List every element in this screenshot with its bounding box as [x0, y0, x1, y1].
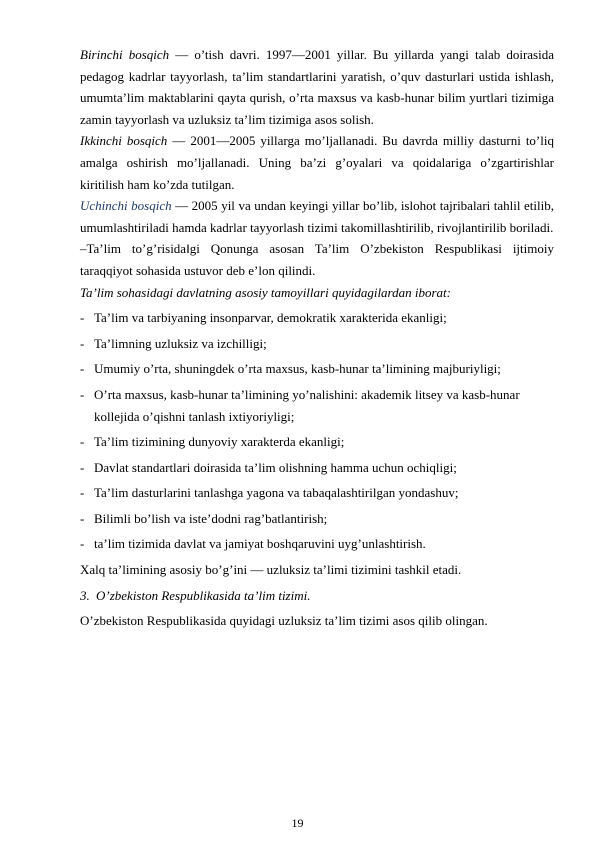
first-stage-label: Birinchi bosqich — [80, 47, 170, 62]
list-dash: - — [80, 536, 85, 552]
document-page — [80, 44, 554, 632]
second-stage-label: Ikkinchi bosqich — [80, 133, 168, 149]
section-heading — [80, 585, 554, 607]
list-dash: - — [80, 485, 85, 501]
list-item — [80, 333, 554, 355]
list-dash: - — [80, 434, 85, 450]
list-item — [80, 384, 554, 427]
first-stage-text: — o’tish davri. 1997—2001 yillar. Bu yillarda yangi talab doirasida pedagog kadrlar tayyorlash, ta’lim standartlarini yaratish, o’quv dasturlari ustida ishlash, umumta’lim maktablarini qayta qurish, o’rta maxsus va kasb-hunar bilim yurtlari tizimiga zamin tayyorlash va uzluksiz ta’lim tizimiga asos solish. — [80, 47, 554, 127]
third-stage-label: Uchinchi bosqich — [80, 198, 172, 214]
principles-heading: Ta’lim sohasidagi davlatning asosiy tamoyillari quyidagilardan iborat: — [80, 284, 451, 300]
list-dash: - — [80, 310, 85, 326]
paragraph-third-stage — [80, 195, 554, 238]
section-title: O’zbekiston Respublikasida ta’lim tizimi. — [96, 587, 311, 603]
third-stage-text: — 2005 yil va undan keyingi yillar bo’lib, islohot tajribalari tahlil etilib, umumlashtiriladi hamda kadrlar tayyorlash tizimi takomillashtirilib, rivojlantirilib boriladi. — [80, 198, 555, 235]
closing-paragraph: Xalq ta’limining asosiy bo’g’ini — uzluksiz ta’limi tizimini tashkil etadi. — [80, 562, 462, 578]
list-item-text: Davlat standartlari doirasida ta’lim olishning hamma uchun ochiqligi; — [94, 459, 457, 475]
list-dash: - — [80, 510, 85, 526]
list-item-text: Bilimli bo’lish va iste’dodni rag’batlantirish; — [94, 510, 328, 526]
list-item-text: Umumiy o’rta, shuningdek o’rta maxsus, kasb-hunar ta’limining majburiyligi; — [94, 361, 501, 377]
list-item-text: O’rta maxsus, kasb-hunar ta’limining yo’nalishini: akademik litsey va kasb-hunar kollejida o’qishni tanlash ixtiyoriyligi; — [94, 386, 520, 424]
list-dash: - — [80, 361, 85, 377]
list-item-text: Ta’limning uzluksiz va izchilligi; — [94, 335, 267, 351]
section-paragraph: O’zbekiston Respublikasida quyidagi uzluksiz ta’lim tizimi asos qilib olingan. — [80, 613, 488, 629]
second-stage-text: — 2001—2005 yillarga mo’ljallanadi. Bu davrda milliy dasturni to’liq amalga oshirish mo’ljallanadi. Uning ba’zi g’oyalari va qoidalariga o’zgartirishlar kiritilish ham ko’zda tutilgan. — [80, 133, 554, 192]
list-item — [80, 482, 554, 504]
paragraph-law: –Ta’lim to’g’risida‖gi Qonunga asosan Ta’lim O’zbekiston Respublikasi ijtimoiy taraqqiyot sohasida ustuvor deb e’lon qilindi. — [80, 241, 554, 278]
list-dash: - — [80, 459, 85, 475]
list-item-text: Ta’lim tizimining dunyoviy xarakterda ekanligi; — [94, 434, 345, 450]
list-dash: - — [80, 386, 85, 402]
list-item — [80, 533, 554, 555]
list-item — [80, 431, 554, 453]
paragraph-first-stage — [80, 44, 554, 130]
list-item — [80, 508, 554, 530]
list-item-text: Ta’lim dasturlarini tanlashga yagona va tabaqalashtirilgan yondashuv; — [94, 485, 459, 501]
page-number: 19 — [291, 816, 304, 830]
list-dash: - — [80, 335, 85, 351]
section-number: 3. — [80, 587, 90, 603]
paragraph-second-stage — [80, 130, 554, 195]
list-item — [80, 457, 554, 479]
list-item — [80, 358, 554, 380]
list-item — [80, 307, 554, 329]
list-item-text: ta’lim tizimida davlat va jamiyat boshqaruvini uyg’unlashtirish. — [94, 536, 426, 552]
principles-list — [80, 307, 554, 555]
list-item-text: Ta’lim va tarbiyaning insonparvar, demokratik xarakterida ekanligi; — [94, 310, 447, 326]
